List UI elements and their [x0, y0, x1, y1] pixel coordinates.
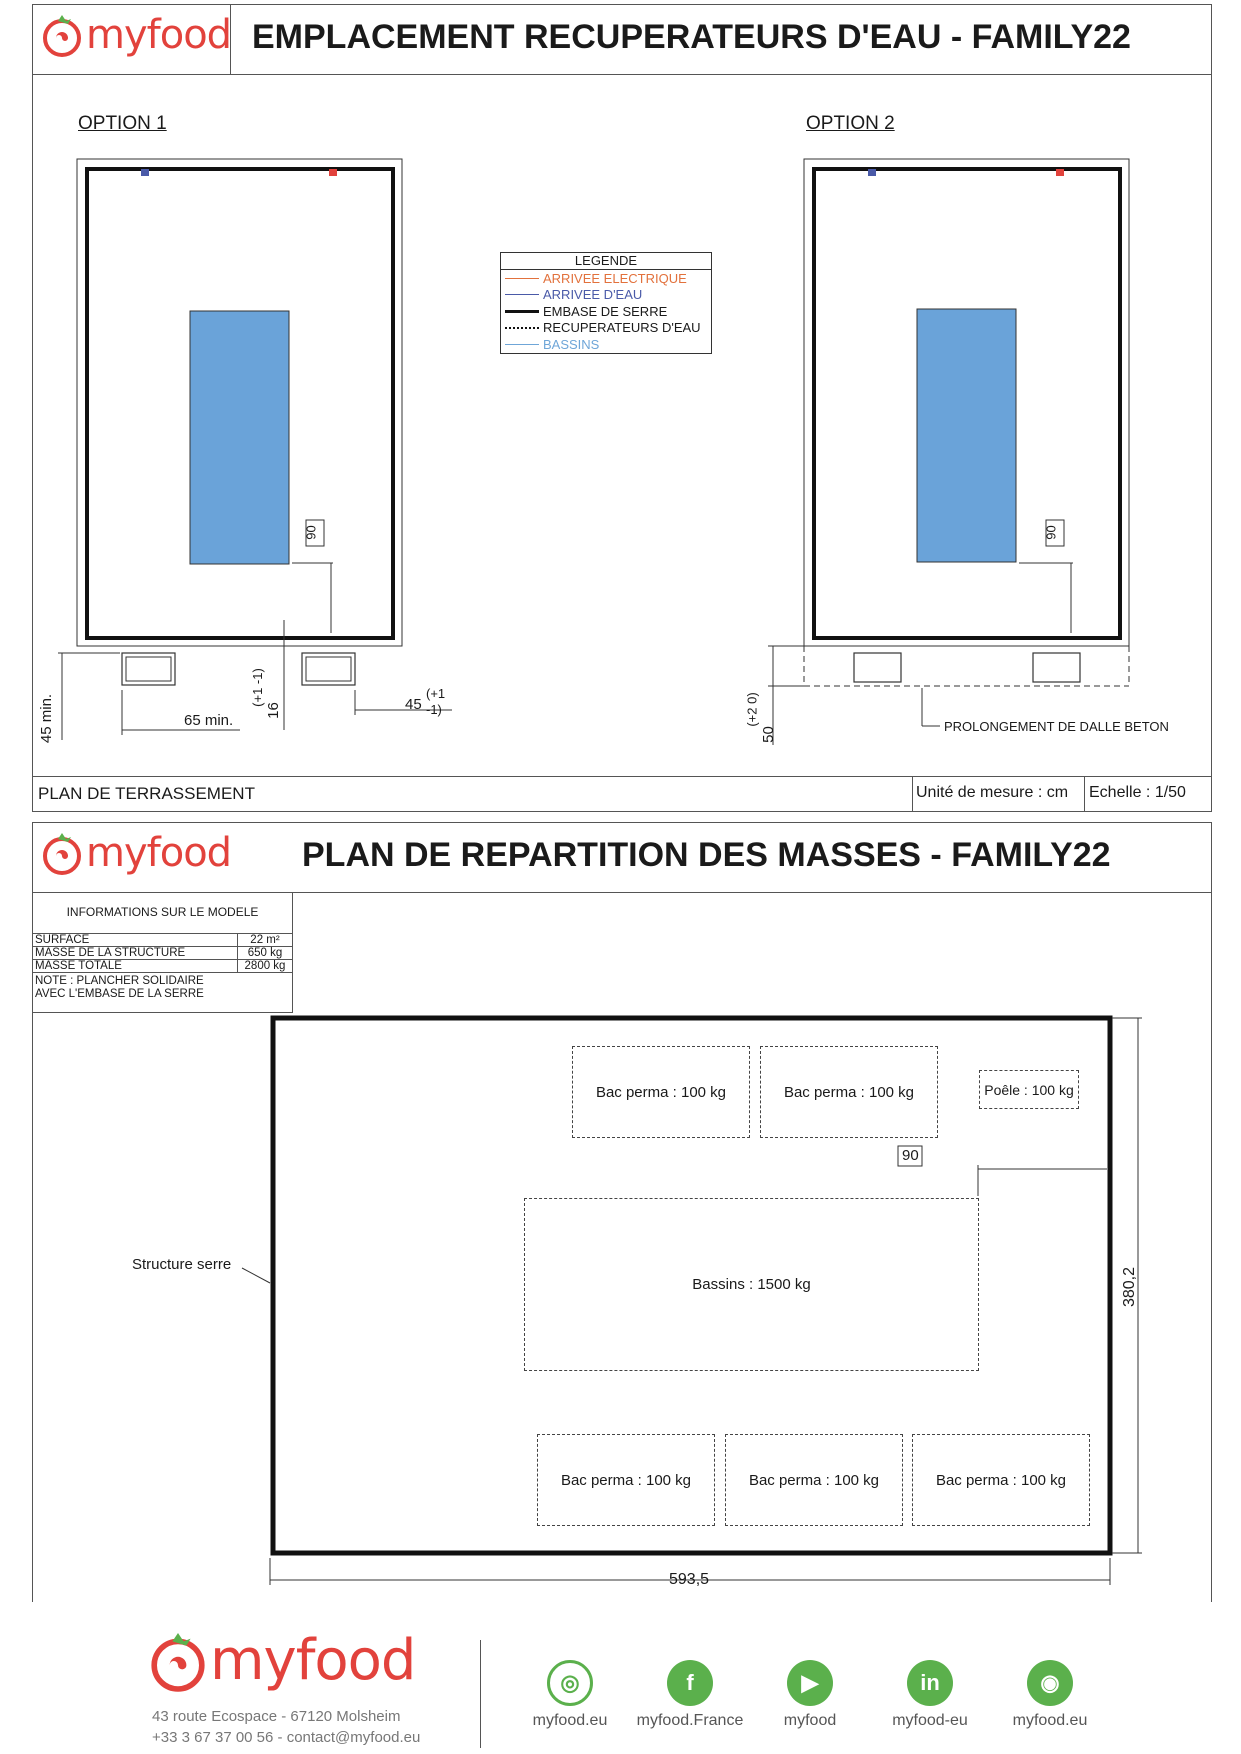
social-label: myfood.eu	[532, 1712, 608, 1729]
sheet2-title: PLAN DE REPARTITION DES MASSES - FAMILY22	[302, 836, 1111, 874]
dim-16: 16	[264, 702, 282, 719]
social-label: myfood-eu	[892, 1712, 968, 1729]
footer-unit: Unité de mesure : cm	[916, 784, 1069, 801]
bac-perma-bottom-3: Bac perma : 100 kg	[912, 1434, 1090, 1526]
info-label: SURFACE	[33, 934, 238, 947]
social-label: myfood.France	[636, 1712, 744, 1729]
brand-name: myfood	[86, 830, 232, 876]
bac-perma-top-2: Bac perma : 100 kg	[760, 1046, 938, 1138]
brand-name: myfood	[210, 1628, 416, 1693]
dim-16-tolerance: (+1 -1)	[249, 668, 265, 707]
instagram-icon: ◉	[1027, 1660, 1073, 1706]
legend-label: RECUPERATEURS D'EAU	[543, 320, 701, 336]
option1-label: OPTION 1	[78, 113, 167, 134]
legend-label: BASSINS	[543, 336, 600, 352]
model-info-header: INFORMATIONS SUR LE MODELE	[33, 893, 292, 934]
social-linkedin[interactable]	[870, 1660, 990, 1730]
prolongement-label: PROLONGEMENT DE DALLE BETON	[944, 719, 1169, 734]
footer-divider	[480, 1640, 481, 1748]
option2-label: OPTION 2	[806, 113, 895, 134]
footer-address: 43 route Ecospace - 67120 Molsheim	[152, 1708, 401, 1725]
structure-serre-label: Structure serre	[132, 1256, 232, 1273]
dim-90-option1: 90	[303, 525, 319, 540]
tomato-icon	[150, 1630, 206, 1692]
dim-height: 380,2	[1121, 1266, 1139, 1308]
social-web[interactable]	[510, 1660, 630, 1730]
youtube-icon: ▶	[787, 1660, 833, 1706]
bac-perma-bottom-1: Bac perma : 100 kg	[537, 1434, 715, 1526]
legend-label: ARRIVEE ELECTRIQUE	[543, 270, 687, 286]
social-label: myfood.eu	[1012, 1712, 1088, 1729]
footer-logo	[150, 1628, 415, 1693]
dim-90-option2: 90	[1043, 525, 1059, 540]
social-instagram[interactable]	[990, 1660, 1110, 1730]
dim-45: 45	[405, 696, 422, 713]
social-youtube[interactable]	[750, 1660, 870, 1730]
legend-title: LEGENDE	[501, 253, 711, 270]
brand-name: myfood	[86, 12, 232, 58]
info-value: 650 kg	[238, 947, 293, 960]
dim-90: 90	[902, 1147, 919, 1164]
legend-label: ARRIVEE D'EAU	[543, 287, 643, 303]
dim-50: 50	[759, 726, 777, 743]
facebook-icon: f	[667, 1660, 713, 1706]
web-search-icon: ◎	[547, 1660, 593, 1706]
footer-plan-label: PLAN DE TERRASSEMENT	[38, 784, 255, 803]
poele-box: Poêle : 100 kg	[979, 1070, 1079, 1109]
info-label: MASSE DE LA STRUCTURE	[33, 947, 238, 960]
footer-scale: Echelle : 1/50	[1089, 784, 1186, 801]
dim-45-tolerance: (+1 -1)	[426, 686, 446, 717]
dim-50-tolerance: (+2 0)	[744, 692, 760, 727]
info-value: 2800 kg	[238, 960, 293, 973]
dim-45-min: 45 min.	[38, 693, 56, 744]
info-value: 22 m²	[238, 934, 293, 947]
info-label: MASSE TOTALE	[33, 960, 238, 973]
bassins-box: Bassins : 1500 kg	[524, 1198, 979, 1371]
social-label: myfood	[783, 1712, 837, 1729]
model-info-note: NOTE : PLANCHER SOLIDAIRE AVEC L'EMBASE DE LA SERRE	[35, 975, 204, 1000]
bac-perma-top-1: Bac perma : 100 kg	[572, 1046, 750, 1138]
linkedin-icon: in	[907, 1660, 953, 1706]
social-facebook[interactable]	[630, 1660, 750, 1730]
legend-label: EMBASE DE SERRE	[543, 303, 668, 319]
bac-perma-bottom-2: Bac perma : 100 kg	[725, 1434, 903, 1526]
footer-contact: +33 3 67 37 00 56 - contact@myfood.eu	[152, 1729, 421, 1746]
dim-width: 593,5	[669, 1571, 710, 1588]
sheet1-title: EMPLACEMENT RECUPERATEURS D'EAU - FAMILY22	[252, 18, 1131, 56]
dim-65-min: 65 min.	[184, 712, 234, 729]
